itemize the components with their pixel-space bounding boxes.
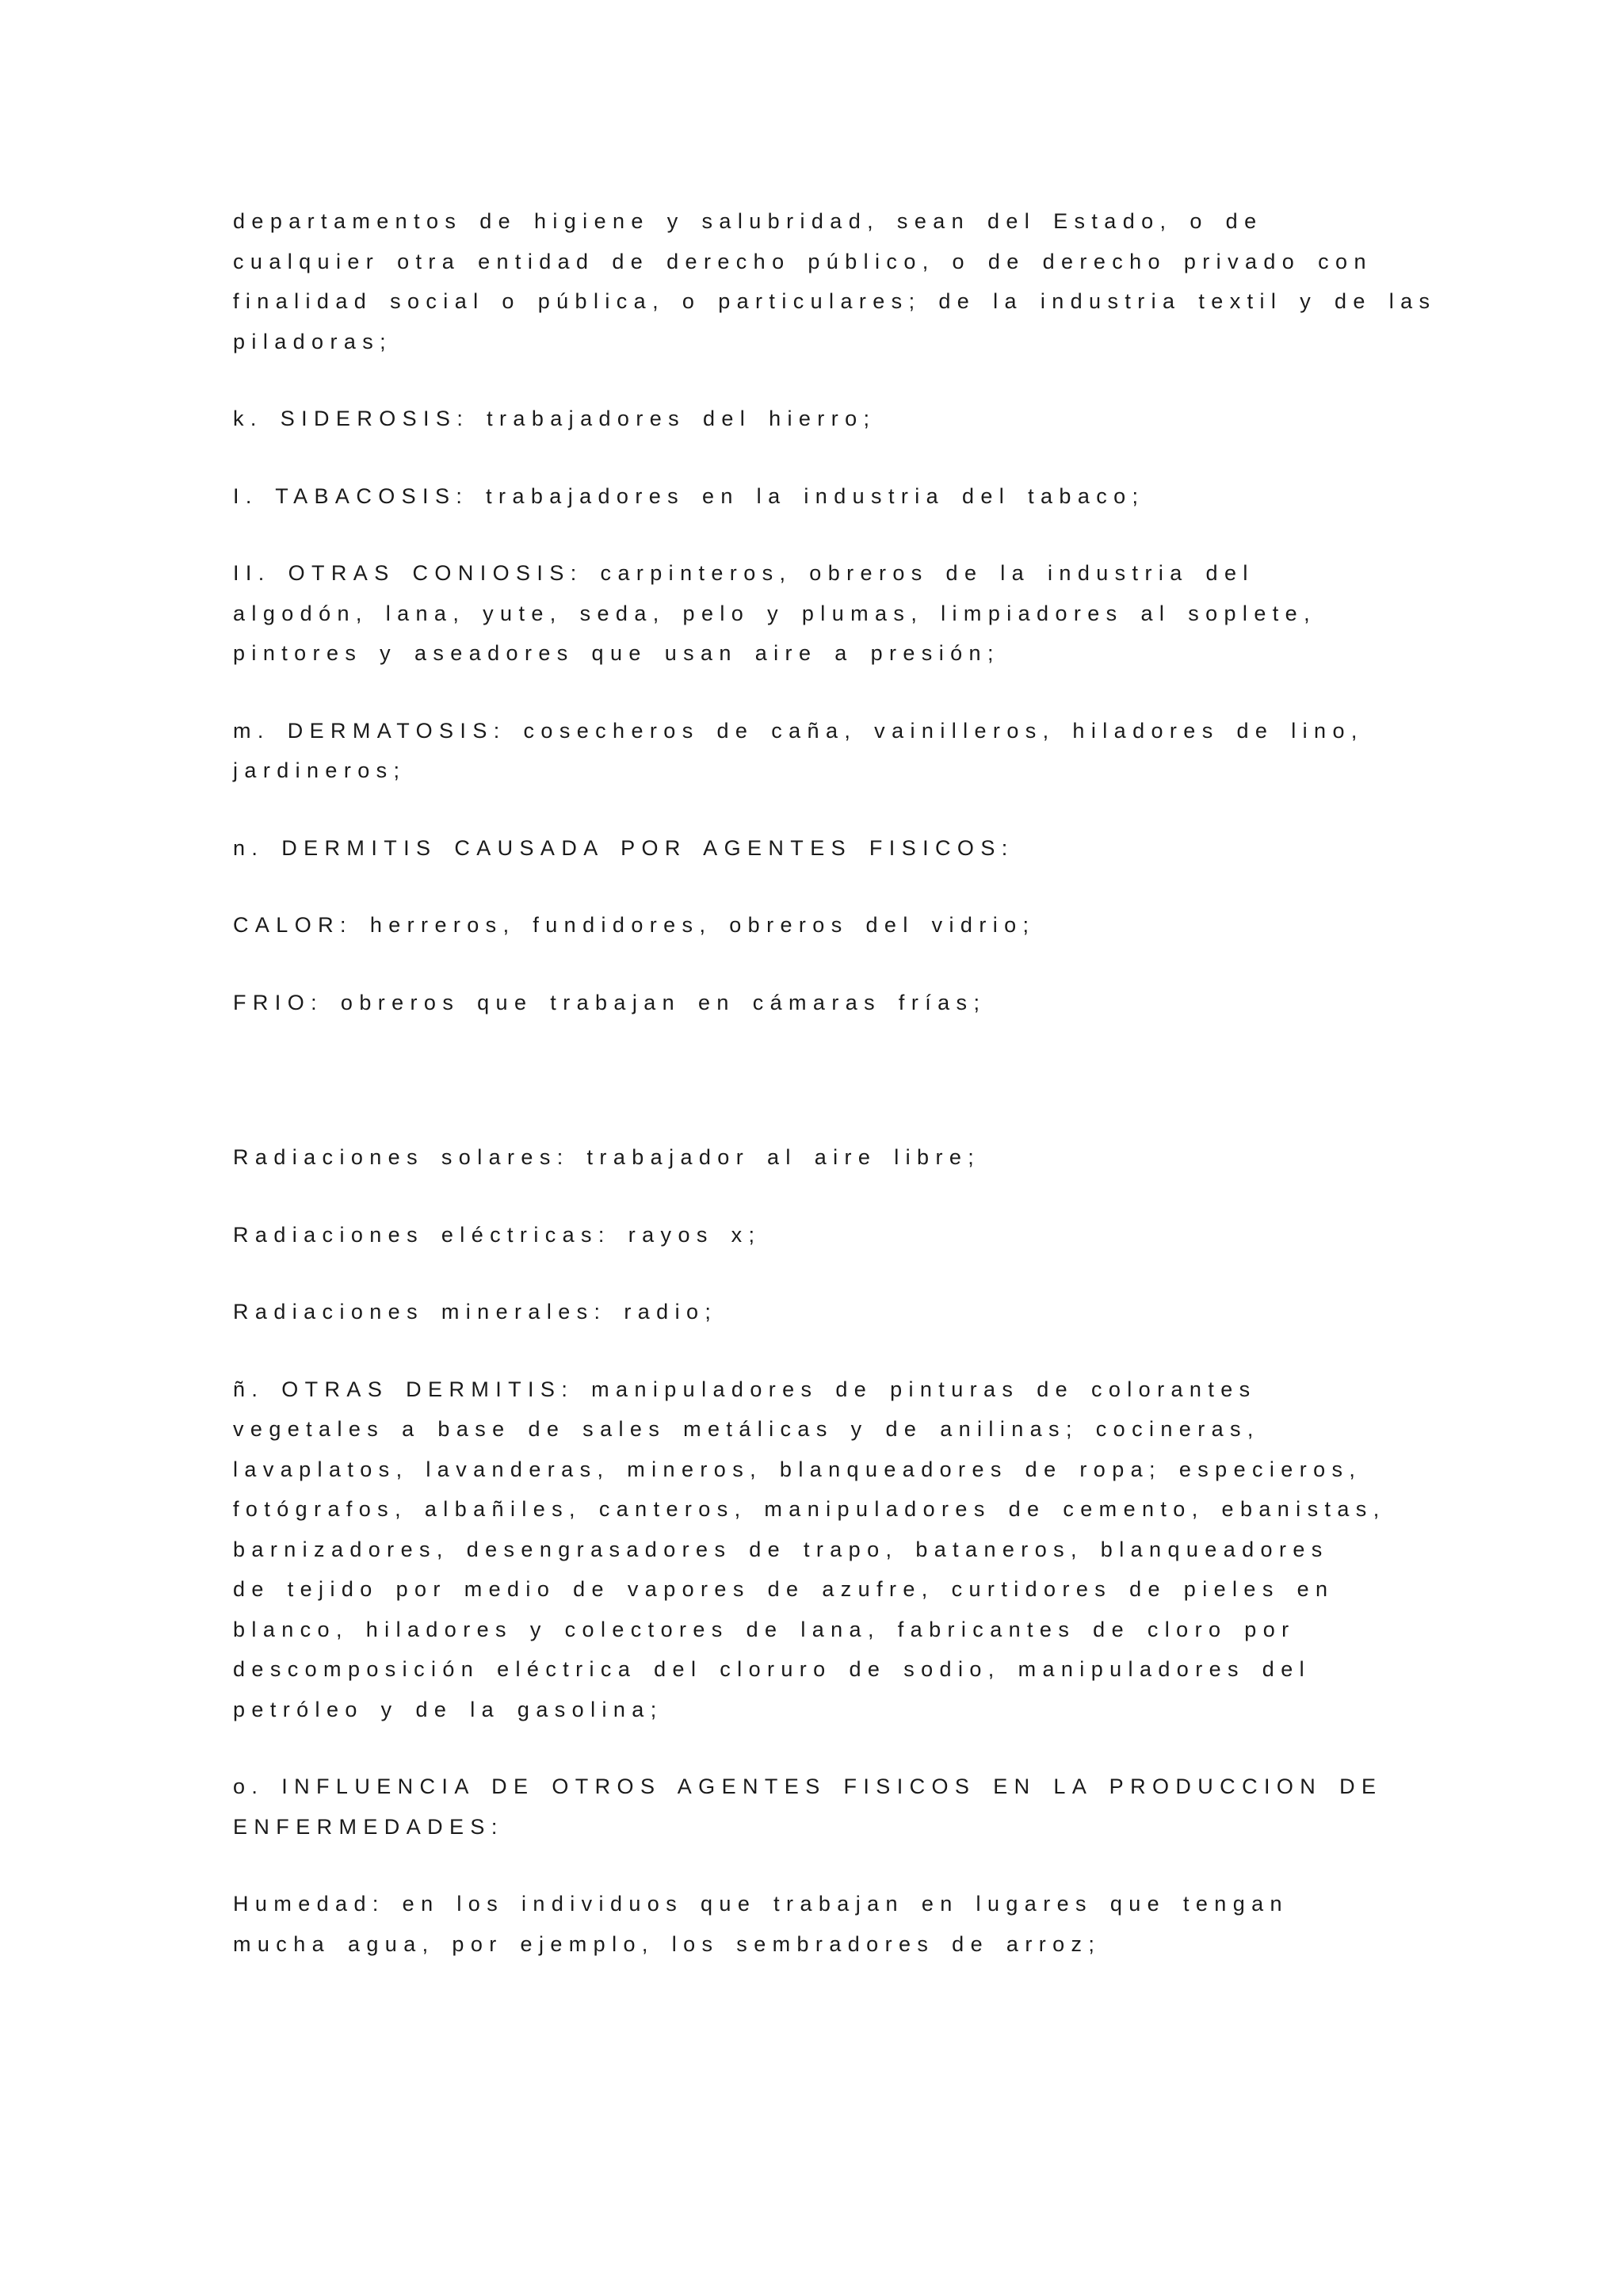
text-line: petróleo y de la gasolina; — [233, 1697, 663, 1721]
text-line: jardineros; — [233, 758, 407, 782]
text-line: vegetales a base de sales metálicas y de anilinas; cocineras, — [233, 1417, 1260, 1441]
text-line: finalidad social o pública, o particulares; de la industria textil y de las — [233, 289, 1437, 313]
paragraph-dermitis-agentes-fisicos — [233, 828, 1414, 869]
paragraph-radiaciones-electricas — [233, 1215, 1414, 1255]
paragraph-siderosis — [233, 399, 1414, 439]
text-line: Radiaciones solares: trabajador al aire libre; — [233, 1145, 981, 1169]
text-line: II. OTRAS CONIOSIS: carpinteros, obreros de la industria del — [233, 561, 1254, 585]
paragraph-radiaciones-solares — [233, 1137, 1414, 1178]
text-line: I. TABACOSIS: trabajadores en la industria del tabaco; — [233, 483, 1145, 508]
text-line: descomposición eléctrica del cloruro de sodio, manipuladores del — [233, 1657, 1312, 1681]
paragraph-influencia-agentes-fisicos — [233, 1767, 1414, 1847]
text-line: Radiaciones eléctricas: rayos x; — [233, 1222, 762, 1247]
paragraph-entities — [233, 201, 1437, 361]
text-line: piladoras; — [233, 329, 393, 353]
text-line: blanco, hiladores y colectores de lana, fabricantes de cloro por — [233, 1617, 1296, 1641]
text-line: departamentos de higiene y salubridad, sean del Estado, o de — [233, 209, 1263, 233]
text-line: Radiaciones minerales: radio; — [233, 1300, 718, 1324]
text-line: ñ. OTRAS DERMITIS: manipuladores de pinturas de colorantes — [233, 1377, 1257, 1401]
text-line: CALOR: herreros, fundidores, obreros del vidrio; — [233, 913, 1036, 937]
text-line: pintores y aseadores que usan aire a presión; — [233, 641, 1000, 665]
text-line: m. DERMATOSIS: cosecheros de caña, vainilleros, hiladores de lino, — [233, 718, 1364, 743]
paragraph-dermatosis — [233, 711, 1414, 791]
text-line: de tejido por medio de vapores de azufre, curtidores de pieles en — [233, 1577, 1335, 1601]
text-line: cualquier otra entidad de derecho público, o de derecho privado con — [233, 249, 1373, 273]
text-line: k. SIDEROSIS: trabajadores del hierro; — [233, 407, 876, 430]
paragraph-frio — [233, 983, 1414, 1023]
paragraph-calor — [233, 905, 1414, 946]
paragraph-tabacosis — [233, 476, 1414, 517]
text-line: FRIO: obreros que trabajan en cámaras frías; — [233, 990, 987, 1014]
paragraph-otras-coniosis — [233, 553, 1414, 674]
document-body — [233, 201, 1437, 2001]
paragraph-otras-dermitis — [233, 1370, 1414, 1730]
paragraph-radiaciones-minerales — [233, 1292, 1414, 1332]
blank-space — [233, 1060, 1414, 1137]
text-line: algodón, lana, yute, seda, pelo y plumas, limpiadores al soplete, — [233, 601, 1316, 625]
text-line: n. DERMITIS CAUSADA POR AGENTES FISICOS: — [233, 835, 1014, 860]
paragraph-humedad — [233, 1884, 1414, 1964]
text-line: mucha agua, por ejemplo, los sembradores de arroz; — [233, 1931, 1102, 1956]
text-line: o. INFLUENCIA DE OTROS AGENTES FISICOS EN LA PRODUCCION DE — [233, 1775, 1383, 1798]
text-line: lavaplatos, lavanderas, mineros, blanqueadores de ropa; especieros, — [233, 1457, 1362, 1481]
text-line: fotógrafos, albañiles, canteros, manipuladores de cemento, ebanistas, — [233, 1497, 1386, 1521]
text-line: barnizadores, desengrasadores de trapo, bataneros, blanqueadores — [233, 1537, 1329, 1561]
text-line: ENFERMEDADES: — [233, 1814, 504, 1839]
text-line: Humedad: en los individuos que trabajan en lugares que tengan — [233, 1892, 1289, 1916]
